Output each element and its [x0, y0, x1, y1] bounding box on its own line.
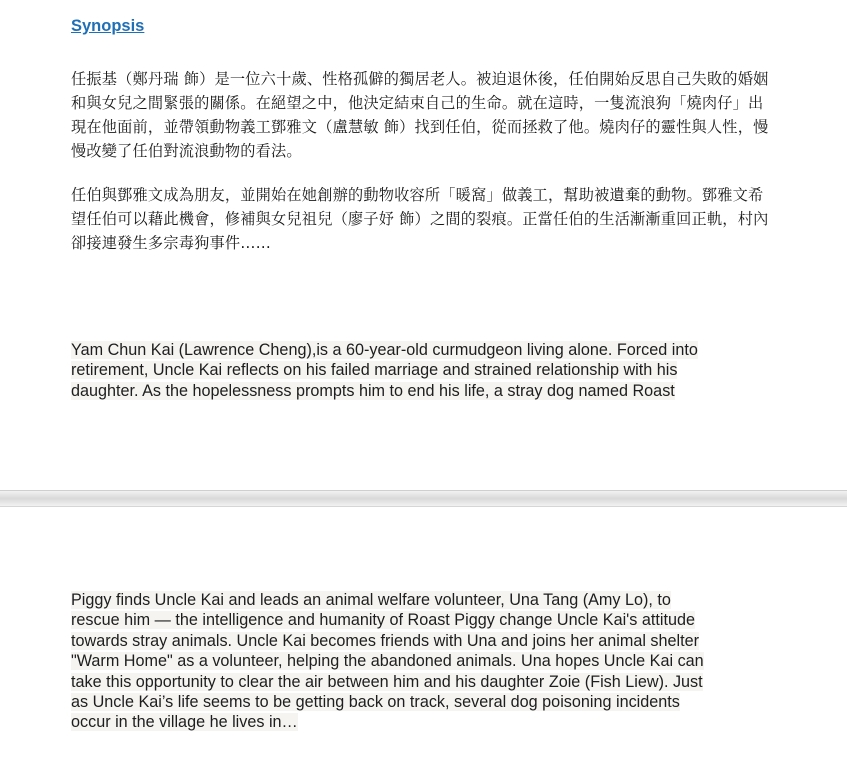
english-line: retirement, Uncle Kai reflects on his failed marriage and strained relationship with his: [71, 361, 678, 380]
page-break-divider: [0, 490, 847, 507]
english-line: Piggy finds Uncle Kai and leads an animal welfare volunteer, Una Tang (Amy Lo), to: [71, 591, 671, 609]
chinese-synopsis-paragraph-2: 任伯與鄧雅文成為朋友，並開始在她創辦的動物收容所「暖窩」做義工，幫助被遺棄的動物。鄧雅文希望任伯可以藉此機會，修補與女兒祖兒（廖子妤 飾）之間的裂痕。正當任伯的生活漸漸重回正軌，村內卻接連發生多宗毒狗事件……: [71, 186, 769, 252]
english-line: take this opportunity to clear the air between him and his daughter Zoie (Fish Liew). Just: [71, 672, 703, 691]
english-line: as Uncle Kai’s life seems to be getting back on track, several dog poisoning incidents: [71, 693, 680, 712]
english-line: daughter. As the hopelessness prompts him to end his life, a stray dog named Roast: [71, 381, 675, 400]
english-line: rescue him — the intelligence and humanity of Roast Piggy change Uncle Kai's attitude: [71, 611, 695, 630]
chinese-synopsis-paragraph-1: 任振基（鄭丹瑞 飾）是一位六十歲、性格孤僻的獨居老人。被迫退休後，任伯開始反思自己失敗的婚姻和與女兒之間緊張的關係。在絕望之中，他決定結束自己的生命。就在這時，一隻流浪狗「燒肉仔」出現在他面前，並帶領動物義工鄧雅文（盧慧敏 飾）找到任伯，從而拯救了他。燒肉仔的靈性與人性，慢慢改變了任伯對流浪動物的看法。: [71, 70, 769, 160]
synopsis-heading: Synopsis: [71, 17, 145, 35]
english-line: "Warm Home" as a volunteer, helping the abandoned animals. Una hopes Uncle Kai can: [71, 652, 704, 671]
english-line: occur in the village he lives in…: [71, 713, 298, 732]
english-synopsis-part-1: [71, 340, 771, 401]
english-line: Yam Chun Kai (Lawrence Cheng),is a 60-year-old curmudgeon living alone. Forced into: [71, 341, 698, 359]
english-line: towards stray animals. Uncle Kai becomes friends with Una and joins her animal shelter: [71, 631, 700, 650]
english-synopsis-part-2: [71, 590, 771, 733]
